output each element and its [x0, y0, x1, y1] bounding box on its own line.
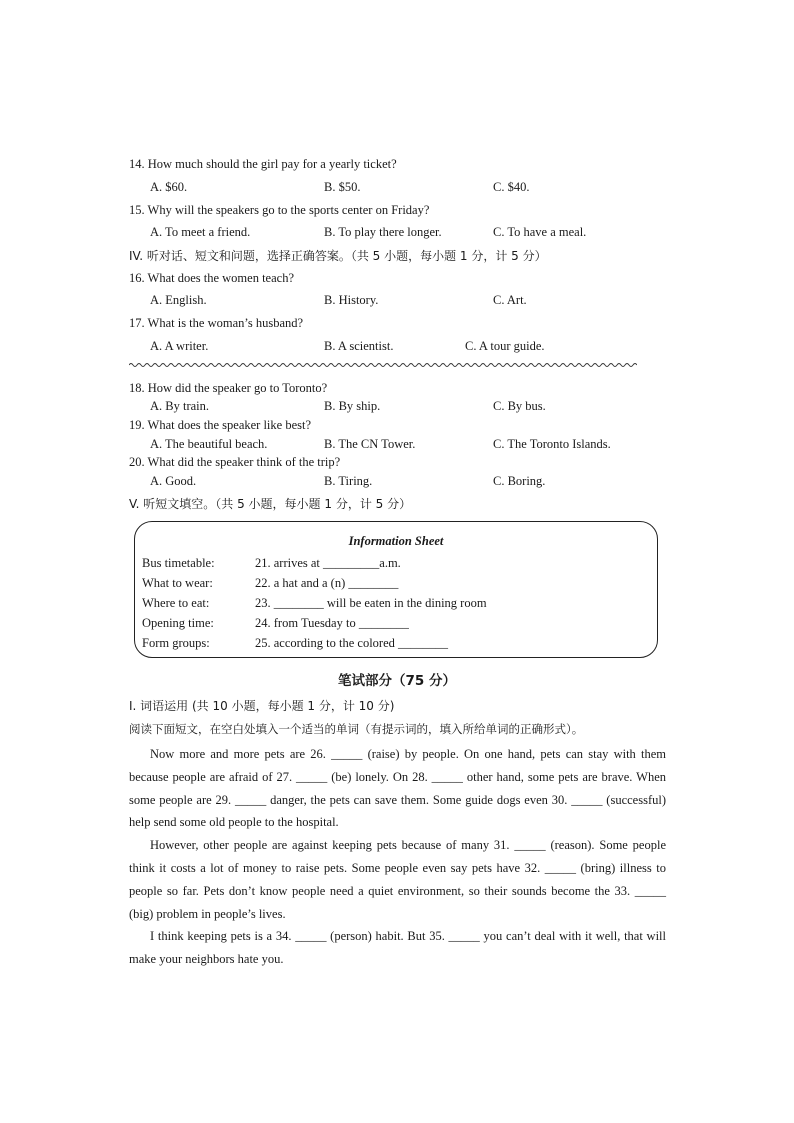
question-19-option-b: B. The CN Tower.	[324, 437, 416, 451]
question-14-stem: 14. How much should the girl pay for a yearly ticket?	[129, 157, 397, 171]
question-20-option-c: C. Boring.	[493, 474, 546, 488]
question-14-option-a: A. $60.	[150, 180, 188, 194]
question-17-stem: 17. What is the woman’s husband?	[129, 316, 304, 330]
question-15-option-b: B. To play there longer.	[324, 225, 442, 239]
question-15-stem: 15. Why will the speakers go to the sports center on Friday?	[129, 203, 430, 217]
info-label-where-to-eat: Where to eat:	[142, 596, 210, 610]
passage-paragraph: However, other people are against keeping pets because of many 31. _____ (reason). Some people think it costs a lot of money to raise pets. Some people even say pets have 32. _____ (bring) illness to people so far. Pets don’t know people need a quiet environment, so their sounds become the 33. _____ (big) problem in people’s lives.	[129, 838, 666, 921]
information-sheet	[134, 521, 658, 658]
question-15-option-a: A. To meet a friend.	[150, 225, 251, 239]
question-14-option-b: B. $50.	[324, 180, 361, 194]
written-section-1-heading: I. 词语运用 (共 10 小题，每小题 1 分，计 10 分)	[129, 699, 395, 713]
info-value-21: 21. arrives at _________a.m.	[255, 556, 401, 570]
info-label-form-groups: Form groups:	[142, 636, 210, 650]
info-label-opening-time: Opening time:	[142, 616, 214, 630]
question-18-option-c: C. By bus.	[493, 399, 546, 413]
information-sheet-title: Information Sheet	[348, 534, 444, 548]
question-20-stem: 20. What did the speaker think of the trip?	[129, 455, 341, 469]
info-value-24: 24. from Tuesday to ________	[255, 616, 409, 630]
question-18-option-b: B. By ship.	[324, 399, 381, 413]
passage-paragraph: I think keeping pets is a 34. _____ (person) habit. But 35. _____ you can’t deal with it well, that will make your neighbors hate you.	[129, 929, 666, 967]
question-17-option-a: A. A writer.	[150, 339, 209, 353]
question-20-option-a: A. Good.	[150, 474, 197, 488]
written-part-title: 笔试部分（75 分）	[338, 673, 456, 689]
question-14-option-c: C. $40.	[493, 180, 530, 194]
cloze-passage	[129, 743, 666, 971]
wavy-separator	[129, 362, 637, 368]
question-16-option-c: C. Art.	[493, 293, 527, 307]
question-15-option-c: C. To have a meal.	[493, 225, 587, 239]
question-20-option-b: B. Tiring.	[324, 474, 373, 488]
question-17-option-c: C. A tour guide.	[465, 339, 545, 353]
section-5-heading: V. 听短文填空。（共 5 小题，每小题 1 分，计 5 分）	[129, 497, 412, 511]
question-16-stem: 16. What does the women teach?	[129, 271, 294, 285]
info-value-23: 23. ________ will be eaten in the dining room	[255, 596, 487, 610]
question-18-stem: 18. How did the speaker go to Toronto?	[129, 381, 328, 395]
written-instruction: 阅读下面短文，在空白处填入一个适当的单词（有提示词的，填入所给单词的正确形式）。	[129, 722, 584, 736]
question-16-option-a: A. English.	[150, 293, 207, 307]
question-16-option-b: B. History.	[324, 293, 379, 307]
question-19-option-c: C. The Toronto Islands.	[493, 437, 611, 451]
section-4-heading: IV. 听对话、短文和问题，选择正确答案。（共 5 小题，每小题 1 分，计 5 分）	[129, 249, 547, 263]
info-value-22: 22. a hat and a (n) ________	[255, 576, 399, 590]
info-value-25: 25. according to the colored ________	[255, 636, 449, 650]
info-label-bus-timetable: Bus timetable:	[142, 556, 215, 570]
question-18-option-a: A. By train.	[150, 399, 210, 413]
question-19-option-a: A. The beautiful beach.	[150, 437, 268, 451]
info-label-what-to-wear: What to wear:	[142, 576, 213, 590]
question-17-option-b: B. A scientist.	[324, 339, 394, 353]
passage-paragraph: Now more and more pets are 26. _____ (raise) by people. On one hand, pets can stay with them because people are afraid of 27. _____ (be) lonely. On 28. _____ other hand, some pets are brave. When some people are 29. _____ danger, the pets can save them. Some guide dogs even 30. _____ (successful) help send some old people to the hospital.	[129, 747, 666, 830]
question-19-stem: 19. What does the speaker like best?	[129, 418, 312, 432]
